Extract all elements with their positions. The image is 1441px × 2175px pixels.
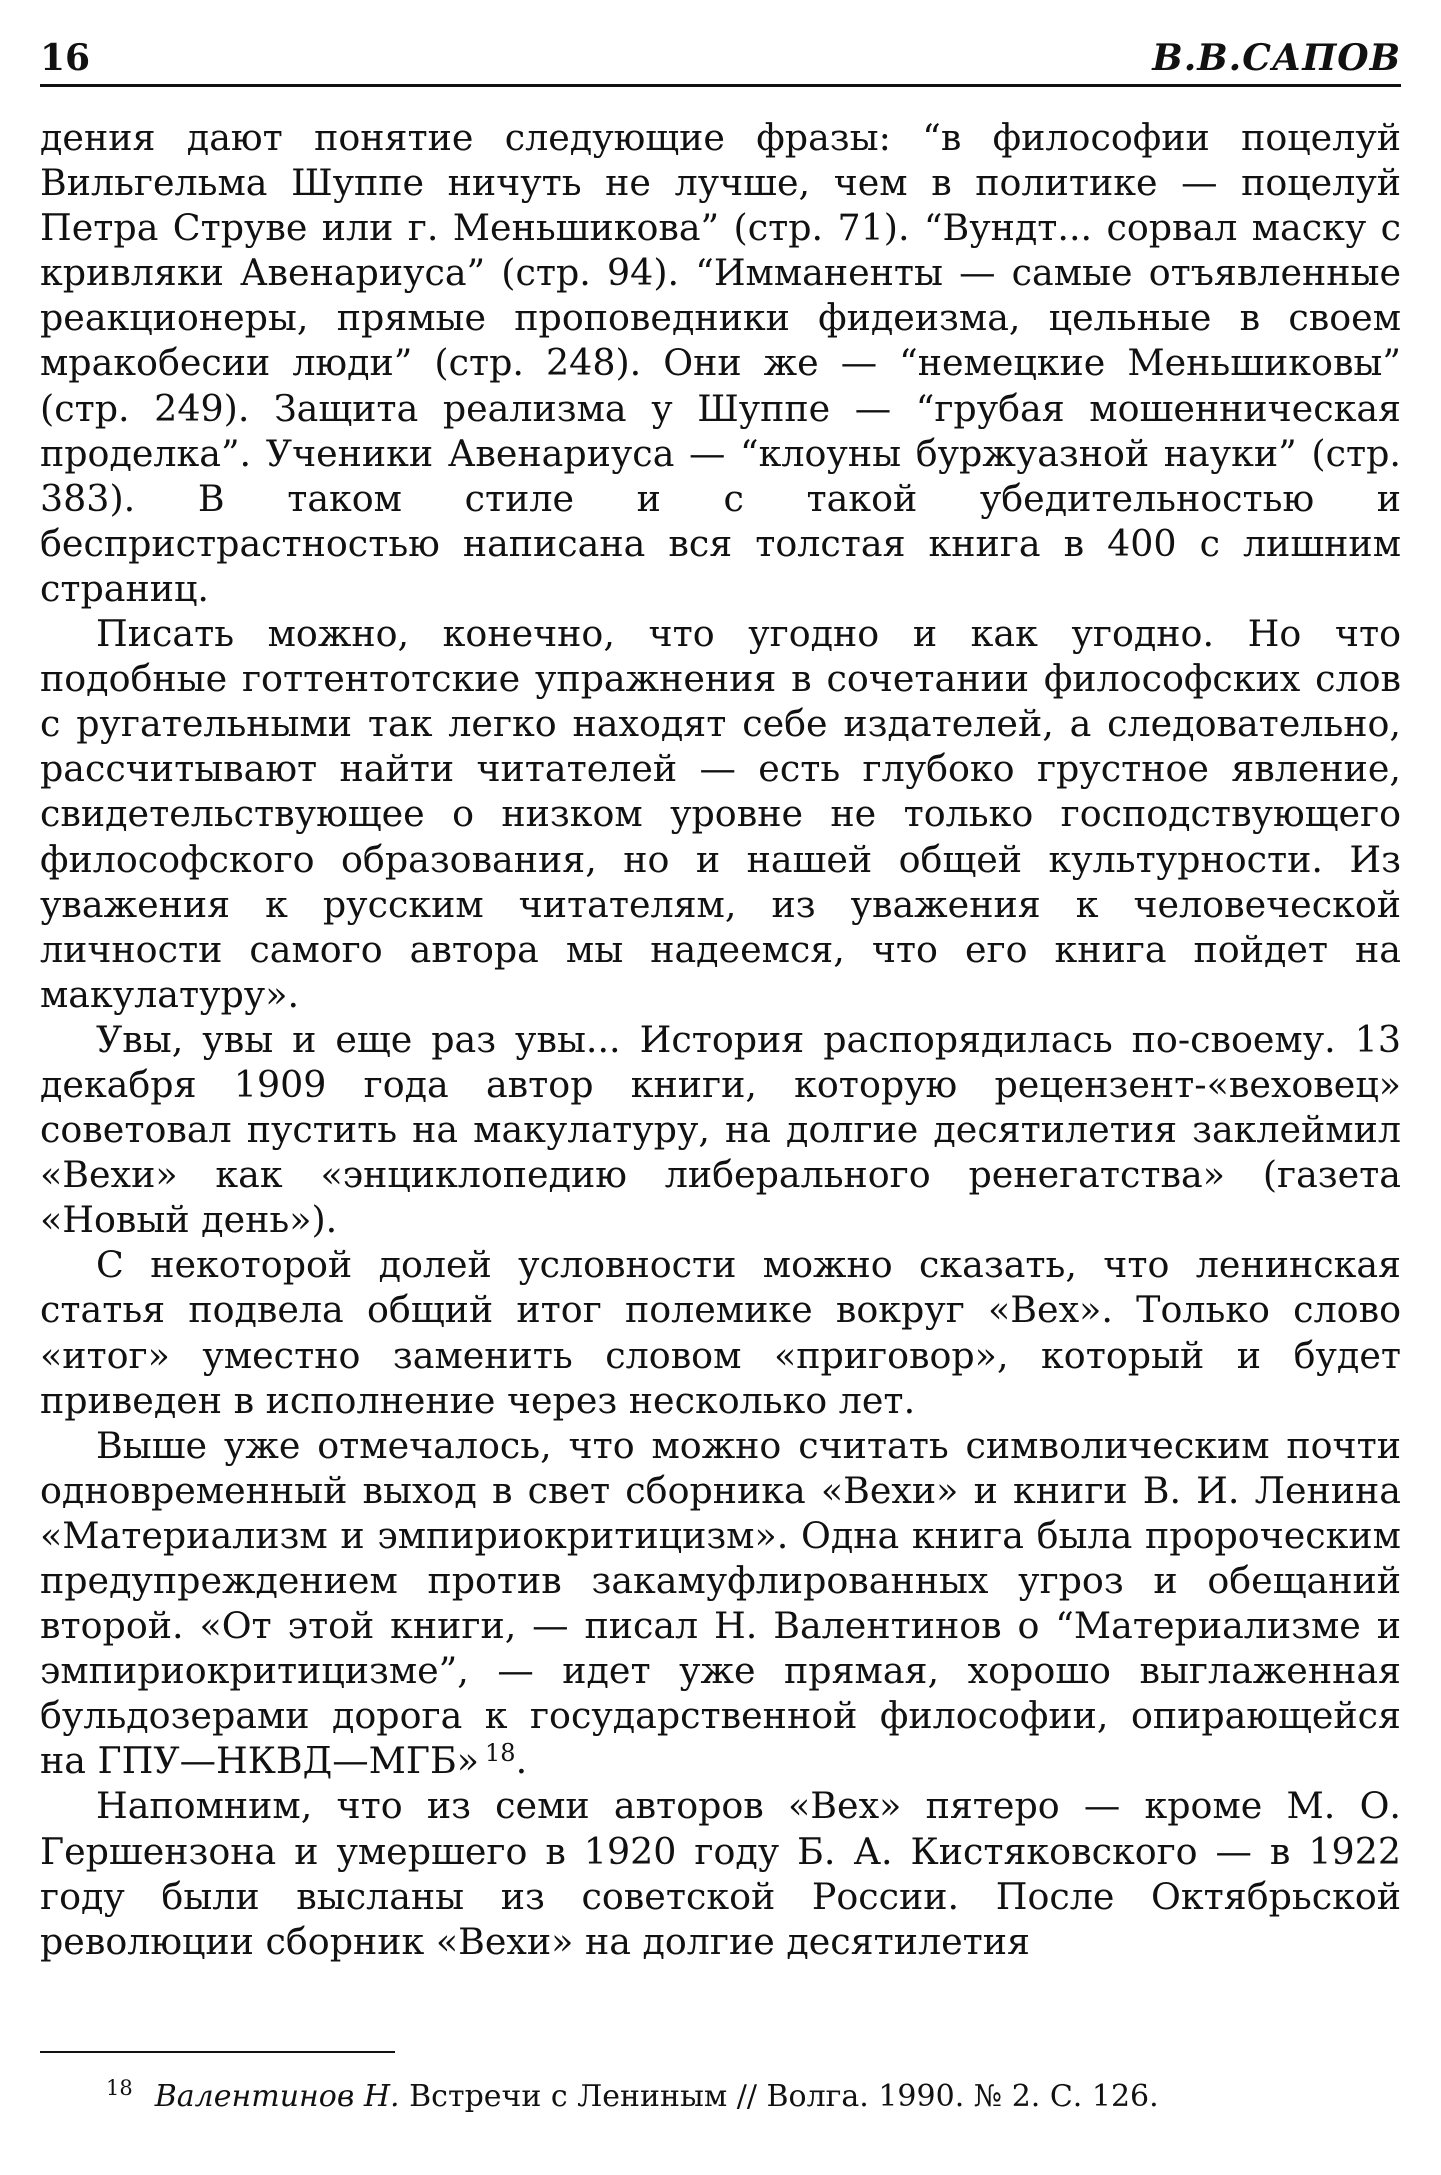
page [40,37,1401,1964]
footnote-author: Валентинов Н. [154,2079,400,2114]
footnote-reference[interactable]: 18 [485,1739,516,1768]
footnote-text: Встречи с Лениным // Волга. 1990. № 2. С. 126. [409,2079,1159,2114]
paragraph: дения дают понятие следующие фразы: “в философии поцелуй Вильгельма Шуппе ничуть не лучше, чем в политике — поцелуй Петра Струве или г. Меньшикова” (стр. 71). “Вундт... сорвал маску с кривляки Авенариуса” (стр. 94). “Имманенты — самые отъявленные реакционеры, прямые проповедники фидеизма, цельные в своем мракобесии люди” (стр. 248). Они же — “немецкие Меньшиковы” (стр. 249). Защита реализма у Шуппе — “грубая мошенническая проделка”. Ученики Авенариуса — “клоуны буржуазной науки” (стр. 383). В таком стиле и с такой убедительностью и беспристрастностью написана вся толстая книга в 400 с лишним страниц. [40,116,1401,610]
paragraph: Увы, увы и еще раз увы... История распорядилась по-своему. 13 декабря 1909 года автор книги, которую рецензент-«веховец» советовал пустить на макулатуру, на долгие десятилетия заклеймил «Вехи» как «энциклопедию либерального ренегатства» (газета «Новый день»). [40,1017,1401,1242]
paragraph: С некоторой долей условности можно сказать, что ленинская статья подвела общий итог полемике вокруг «Вех». Только слово «итог» уместно заменить словом «приговор», который и будет приведен в исполнение через несколько лет. [40,1243,1401,1422]
body-text [40,115,1401,1964]
running-title: В.В.САПОВ [1152,37,1401,79]
page-number: 16 [40,37,91,79]
page-header [40,37,1401,87]
footnote [106,2068,1401,2117]
paragraph: Писать можно, конечно, что угодно и как угодно. Но что подобные готтентотские упражнения в сочетании философских слов с ругательными так легко находят себе издателей, а следовательно, рассчитывают найти читателей — есть глубоко грустное явление, свидетельствующее о низком уровне не только господствующего философского образования, но и нашей общей культурности. Из уважения к русским читателям, из уважения к человеческой личности самого автора мы надеемся, что его книга пойдет на макулатуру». [40,612,1401,1016]
paragraph: Напомним, что из семи авторов «Вех» пятеро — кроме М. О. Гершензона и умершего в 1920 году Б. А. Кистяковского — в 1922 году были высланы из советской России. После Октябрьской революции сборник «Вехи» на долгие десятилетия [40,1784,1401,1963]
footnote-divider [40,2051,395,2053]
paragraph: Выше уже отмечалось, что можно считать символическим почти одновременный выход в свет сборника «Вехи» и книги В. И. Ленина «Материализм и эмпириокритицизм». Одна книга была пророческим предупреждением против закамуфлированных угроз и обещаний второй. «От этой книги, — писал Н. Валентинов о “Материализме и эмпириокритицизме”, — идет уже прямая, хорошо выглаженная бульдозерами дорога к государственной философии, опирающейся на ГПУ—НКВД—МГБ» $^{18}$. [40,1423,1401,1783]
footnote-number: 18 [106,2076,133,2100]
